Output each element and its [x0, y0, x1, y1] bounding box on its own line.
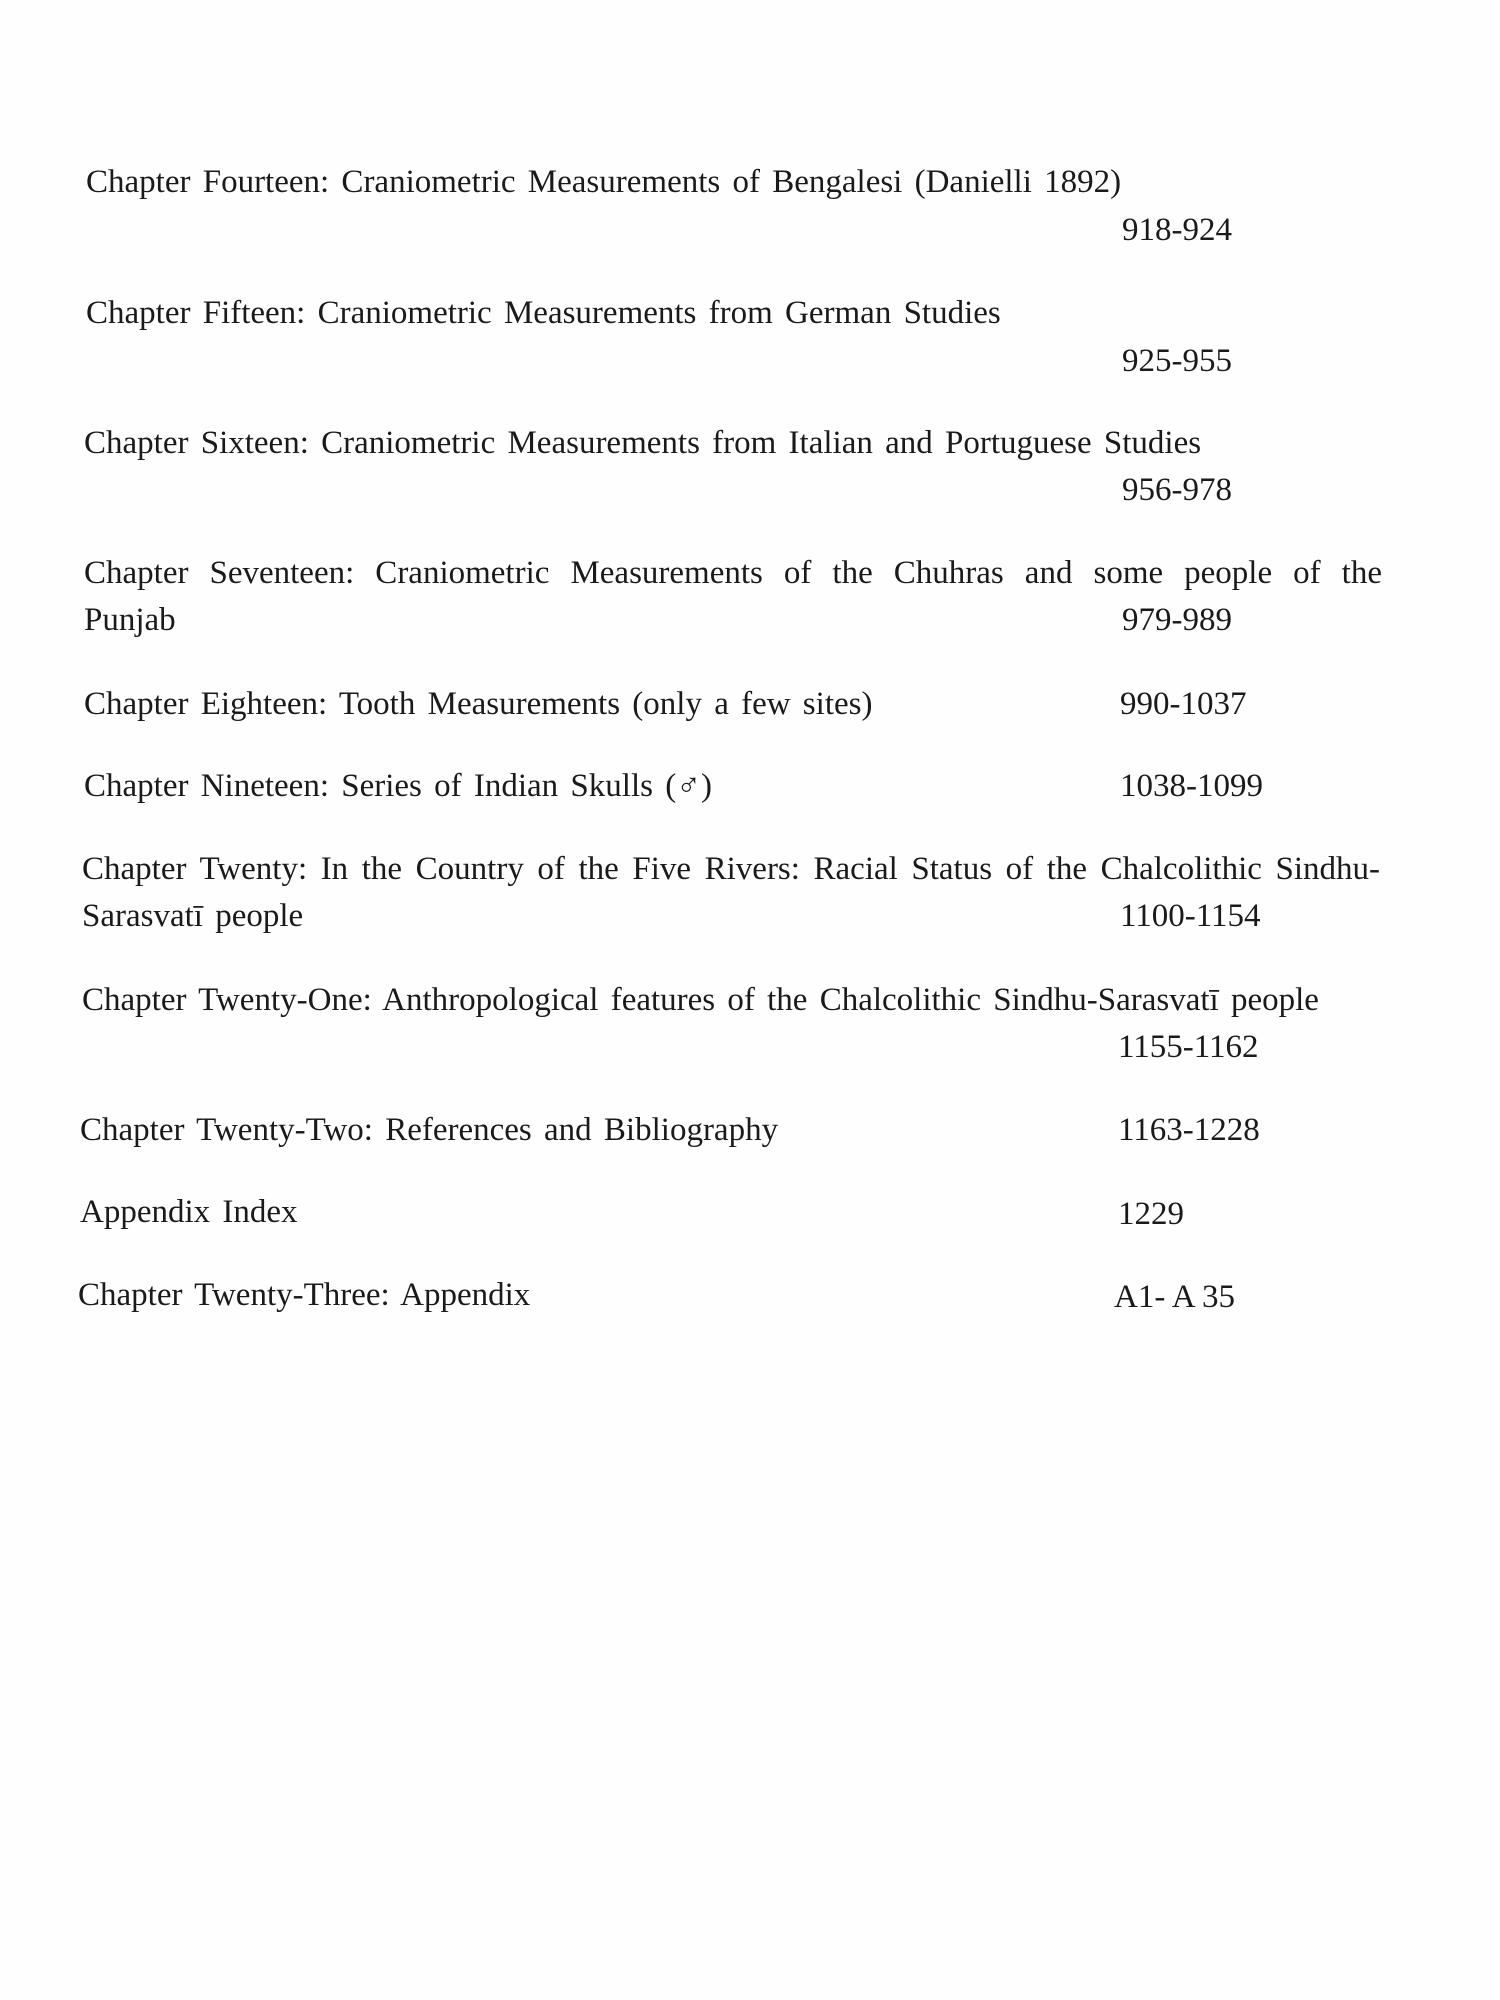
toc-entry — [86, 290, 1386, 379]
toc-entry-pages: 1163-1228 — [1118, 1112, 1260, 1148]
toc-entry-title: Appendix Index — [80, 1194, 298, 1230]
toc-entry-title: Chapter Eighteen: Tooth Measurements (only a few sites) — [84, 686, 873, 722]
toc-entry-title: Chapter Twenty-Three: Appendix — [78, 1277, 531, 1313]
toc-entry — [84, 681, 1384, 728]
toc-entry — [80, 1189, 1380, 1236]
toc-entry-pages: 1229 — [1118, 1196, 1184, 1232]
toc-entry — [84, 763, 1384, 810]
toc-entry-title: Chapter Sixteen: Craniometric Measurements from Italian and Portuguese Studies — [84, 425, 1202, 461]
toc-entry-pages: 925-955 — [1122, 343, 1232, 379]
toc-entry-pages: 990-1037 — [1120, 686, 1247, 722]
toc-entry-pages: 1038-1099 — [1120, 768, 1263, 804]
toc-entry-pages: 918-924 — [1122, 212, 1232, 248]
toc-entry — [80, 1107, 1380, 1154]
toc-entry-title: Chapter Twenty: In the Country of the Five Rivers: Racial Status of the Chalcolithic Sindhu- Sarasvatī people — [82, 851, 1380, 934]
toc-entry-pages: 956-978 — [1122, 472, 1232, 508]
toc-entry-title: Chapter Fifteen: Craniometric Measurements from German Studies — [86, 295, 1001, 331]
toc-entry-title: Chapter Twenty-Two: References and Bibliography — [80, 1112, 779, 1148]
toc-entry-pages: 1100-1154 — [1120, 898, 1261, 934]
toc-entry-title: Chapter Twenty-One: Anthropological features of the Chalcolithic Sindhu-Sarasvatī people — [82, 982, 1319, 1018]
toc-entry — [84, 550, 1384, 644]
toc-entry — [86, 159, 1386, 248]
toc-entry — [78, 1272, 1378, 1319]
toc-entry — [82, 846, 1382, 940]
toc-entry-pages: 979-989 — [1122, 602, 1232, 638]
toc-entry-title: Chapter Fourteen: Craniometric Measurements of Bengalesi (Danielli 1892) — [86, 164, 1122, 200]
toc-entry-title: Chapter Nineteen: Series of Indian Skulls (♂) — [84, 768, 712, 804]
toc-entry-title: Chapter Seventeen: Craniometric Measurements of the Chuhras and some people of the Punjab — [84, 555, 1382, 638]
toc-entry-pages: 1155-1162 — [1118, 1029, 1259, 1065]
toc-entry-pages: A1- A 35 — [1114, 1279, 1236, 1315]
toc-entry — [84, 420, 1384, 508]
toc-entry — [82, 977, 1382, 1065]
